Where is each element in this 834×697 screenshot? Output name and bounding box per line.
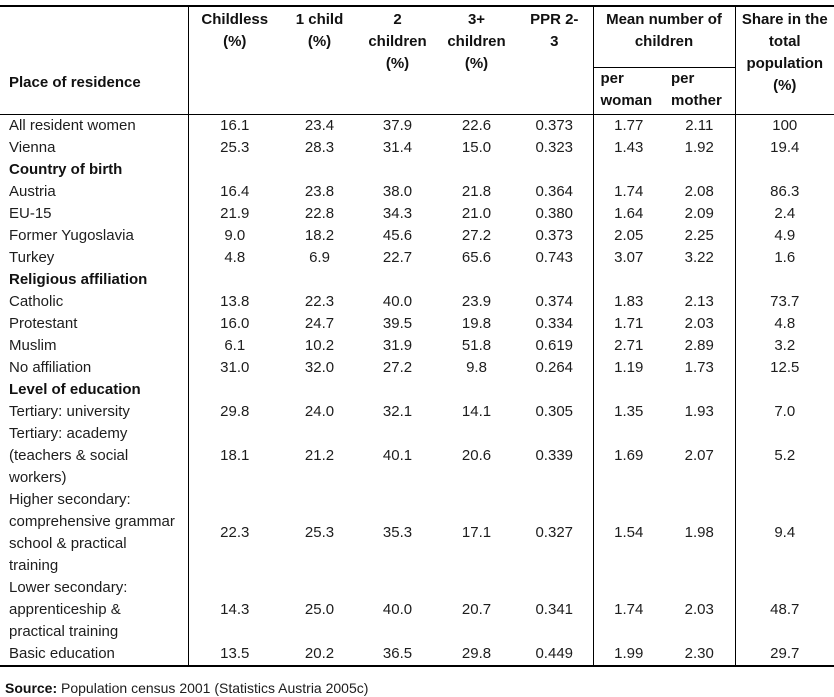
cell-value: 2.07 [684, 446, 714, 464]
cell-value: 21.9 [188, 203, 281, 225]
cell-value [593, 379, 664, 401]
cell-value: 25.3 [188, 137, 281, 159]
cell-value: 24.0 [304, 402, 335, 420]
cell-value: 4.8 [735, 313, 834, 335]
cell-value: 100 [735, 114, 834, 137]
cell-value [188, 379, 281, 401]
cell-value: 22.3 [188, 489, 281, 577]
table-row [0, 357, 834, 379]
cell-value [188, 159, 281, 181]
cell-value: 0.339 [535, 446, 574, 464]
cell-value: 25.3 [304, 523, 335, 541]
cell-value [735, 159, 834, 181]
row-label: Tertiary: university [9, 402, 130, 420]
cell-value: 2.03 [684, 600, 714, 618]
cell-value: 3.22 [684, 248, 714, 266]
cell-value: 14.3 [188, 577, 281, 643]
table-row [0, 577, 834, 643]
cell-value: 29.8 [188, 401, 281, 423]
cell-value: 1.99 [593, 643, 664, 666]
cell-value: 3.07 [593, 247, 664, 269]
cell-value: 35.3 [382, 523, 413, 541]
cell-value: 34.3 [382, 204, 413, 222]
cell-value [664, 159, 735, 181]
cell-value: 2.08 [684, 182, 714, 200]
cell-value: 1.6 [735, 247, 834, 269]
cell-value: 39.5 [382, 314, 413, 332]
cell-value: 0.334 [535, 314, 574, 332]
row-label: Austria [9, 182, 56, 200]
cell-value: 14.1 [461, 402, 492, 420]
cell-value: 51.8 [461, 336, 492, 354]
column-header-childless: Childless (%) [188, 6, 281, 114]
cell-value: 31.9 [382, 336, 413, 354]
cell-value: 6.1 [188, 335, 281, 357]
cell-value [358, 159, 437, 181]
table-row [0, 401, 834, 423]
row-label: No affiliation [9, 358, 92, 376]
cell-value: 1.77 [593, 114, 664, 137]
cell-value [358, 379, 437, 401]
cell-value: 10.2 [304, 336, 335, 354]
row-label: Turkey [9, 248, 55, 266]
cell-value: 32.0 [304, 358, 335, 376]
cell-value: 65.6 [461, 248, 492, 266]
cell-value: 18.1 [188, 423, 281, 489]
row-label: Lower secondary: apprenticeship & practical training [9, 578, 128, 640]
table-header [0, 6, 834, 114]
cell-value [437, 269, 516, 291]
cell-value: 4.8 [188, 247, 281, 269]
cell-value: 45.6 [382, 226, 413, 244]
cell-value: 9.4 [735, 489, 834, 577]
cell-value: 73.7 [735, 291, 834, 313]
column-subheader-per-mother: per mother [671, 69, 722, 109]
section-label: Level of education [9, 380, 141, 398]
cell-value: 86.3 [735, 181, 834, 203]
source-label: Source: [5, 679, 58, 696]
table-row [0, 137, 834, 159]
cell-value: 1.74 [593, 577, 664, 643]
cell-value: 1.64 [593, 203, 664, 225]
cell-value: 1.93 [684, 402, 714, 420]
cell-value: 29.8 [461, 644, 492, 662]
cell-value: 18.2 [304, 226, 335, 244]
row-label: Muslim [9, 336, 57, 354]
cell-value: 21.0 [461, 204, 492, 222]
column-header-place-of-residence: Place of residence [9, 73, 141, 91]
cell-value: 25.0 [304, 600, 335, 618]
source-note [0, 679, 834, 697]
cell-value: 23.9 [461, 292, 492, 310]
fertility-table [0, 5, 834, 667]
section-row [0, 159, 834, 181]
cell-value: 40.1 [382, 446, 413, 464]
cell-value: 0.327 [535, 523, 574, 541]
cell-value: 1.71 [593, 313, 664, 335]
cell-value: 1.98 [684, 523, 714, 541]
cell-value: 1.83 [593, 291, 664, 313]
cell-value: 0.380 [535, 204, 574, 222]
table-row [0, 114, 834, 137]
table-row [0, 313, 834, 335]
cell-value: 0.364 [535, 182, 574, 200]
cell-value: 7.0 [735, 401, 834, 423]
table-row [0, 423, 834, 489]
cell-value: 31.4 [382, 138, 413, 156]
cell-value [516, 269, 593, 291]
cell-value: 1.69 [593, 423, 664, 489]
cell-value [437, 159, 516, 181]
cell-value: 9.0 [188, 225, 281, 247]
cell-value: 2.71 [593, 335, 664, 357]
cell-value: 2.11 [685, 116, 714, 134]
row-label: Higher secondary: comprehensive grammar school & practical training [9, 490, 175, 574]
section-row [0, 269, 834, 291]
cell-value: 20.6 [461, 446, 492, 464]
cell-value: 23.4 [304, 116, 335, 134]
cell-value: 16.4 [188, 181, 281, 203]
cell-value: 4.9 [735, 225, 834, 247]
cell-value [593, 159, 664, 181]
section-row [0, 379, 834, 401]
row-label: Former Yugoslavia [9, 226, 134, 244]
cell-value: 2.03 [684, 314, 714, 332]
cell-value: 1.43 [593, 137, 664, 159]
cell-value: 31.0 [188, 357, 281, 379]
cell-value: 2.09 [684, 204, 714, 222]
cell-value [281, 269, 358, 291]
cell-value: 38.0 [382, 182, 413, 200]
cell-value [735, 379, 834, 401]
cell-value: 0.305 [535, 402, 574, 420]
cell-value: 22.7 [382, 248, 413, 266]
cell-value: 20.2 [304, 644, 335, 662]
cell-value: 23.8 [304, 182, 335, 200]
cell-value: 19.8 [461, 314, 492, 332]
table-row [0, 643, 834, 666]
cell-value: 20.7 [461, 600, 492, 618]
cell-value [281, 159, 358, 181]
cell-value: 2.25 [684, 226, 714, 244]
row-label: Tertiary: academy (teachers & social workers) [9, 424, 129, 486]
row-label: Vienna [9, 138, 56, 156]
column-subheader-per-woman: per woman [593, 67, 664, 114]
column-header-3plus-children: 3+ children (%) [447, 11, 506, 72]
column-header-share-total-population: Share in the total population (%) [735, 6, 834, 114]
cell-value: 0.743 [535, 248, 574, 266]
cell-value: 0.323 [535, 138, 574, 156]
cell-value [593, 269, 664, 291]
cell-value: 0.264 [535, 358, 574, 376]
cell-value [358, 269, 437, 291]
column-header-ppr-2-3: PPR 2-3 [530, 11, 579, 50]
cell-value: 17.1 [461, 523, 492, 541]
table-row [0, 335, 834, 357]
cell-value: 12.5 [735, 357, 834, 379]
row-label: Catholic [9, 292, 64, 310]
cell-value: 15.0 [461, 138, 492, 156]
cell-value: 13.5 [188, 643, 281, 666]
cell-value: 32.1 [382, 402, 413, 420]
section-label: Religious affiliation [9, 270, 148, 288]
cell-value: 1.74 [593, 181, 664, 203]
cell-value [437, 379, 516, 401]
cell-value: 1.19 [593, 357, 664, 379]
cell-value: 3.2 [735, 335, 834, 357]
cell-value [188, 269, 281, 291]
cell-value: 9.8 [466, 358, 487, 376]
cell-value: 1.73 [684, 358, 714, 376]
source-text: Population census 2001 (Statistics Austria 2005c) [57, 679, 369, 696]
cell-value: 28.3 [304, 138, 335, 156]
row-label: Basic education [9, 644, 115, 662]
table-row [0, 181, 834, 203]
cell-value: 0.619 [535, 336, 574, 354]
cell-value: 27.2 [382, 358, 413, 376]
cell-value [664, 379, 735, 401]
cell-value: 21.2 [304, 446, 335, 464]
cell-value: 16.0 [188, 313, 281, 335]
cell-value: 2.30 [684, 644, 714, 662]
cell-value: 2.05 [593, 225, 664, 247]
table-row [0, 247, 834, 269]
cell-value: 48.7 [735, 577, 834, 643]
cell-value: 40.0 [382, 292, 413, 310]
table-row [0, 291, 834, 313]
table-row [0, 489, 834, 577]
cell-value [281, 379, 358, 401]
table-row [0, 203, 834, 225]
table-body [0, 114, 834, 666]
cell-value: 0.449 [535, 644, 574, 662]
cell-value: 22.3 [304, 292, 335, 310]
row-label: EU-15 [9, 204, 52, 222]
cell-value: 16.1 [188, 114, 281, 137]
cell-value: 0.373 [535, 116, 574, 134]
cell-value [664, 269, 735, 291]
cell-value: 27.2 [461, 226, 492, 244]
column-group-mean-number-of-children: Mean number of children [593, 6, 735, 67]
cell-value: 37.9 [382, 116, 413, 134]
cell-value: 2.13 [684, 292, 714, 310]
cell-value: 19.4 [735, 137, 834, 159]
cell-value [735, 269, 834, 291]
cell-value: 2.4 [735, 203, 834, 225]
cell-value: 22.8 [304, 204, 335, 222]
cell-value: 22.6 [461, 116, 492, 134]
cell-value [516, 379, 593, 401]
cell-value [516, 159, 593, 181]
cell-value: 1.92 [684, 138, 714, 156]
cell-value: 24.7 [304, 314, 335, 332]
column-header-2-children: 2 children (%) [368, 11, 427, 72]
cell-value: 36.5 [382, 644, 413, 662]
section-label: Country of birth [9, 160, 123, 178]
cell-value: 29.7 [735, 643, 834, 666]
cell-value: 1.35 [593, 401, 664, 423]
cell-value: 21.8 [461, 182, 492, 200]
row-label: Protestant [9, 314, 78, 332]
table-row [0, 225, 834, 247]
cell-value: 0.374 [535, 292, 574, 310]
cell-value: 6.9 [309, 248, 330, 266]
cell-value: 2.89 [684, 336, 714, 354]
cell-value: 1.54 [593, 489, 664, 577]
row-label: All resident women [9, 116, 136, 134]
cell-value: 13.8 [188, 291, 281, 313]
cell-value: 0.341 [535, 600, 574, 618]
cell-value: 0.373 [535, 226, 574, 244]
column-header-1-child: 1 child (%) [295, 11, 344, 50]
cell-value: 40.0 [382, 600, 413, 618]
cell-value: 5.2 [735, 423, 834, 489]
